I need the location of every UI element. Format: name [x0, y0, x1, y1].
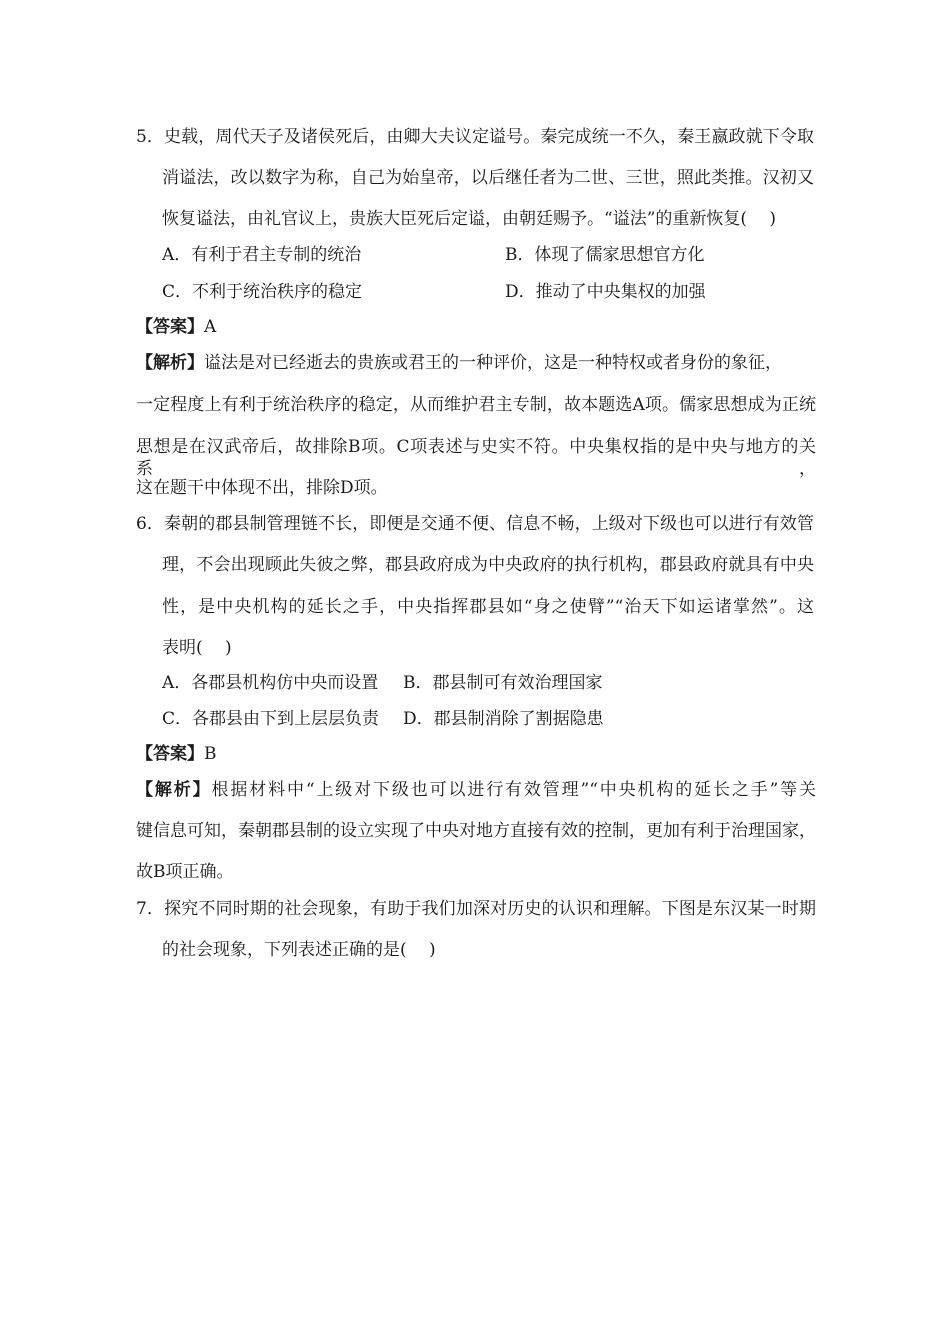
q6-answer-label: 【答案】 — [136, 744, 204, 764]
q5-analysis-line-2: 一定程度上有利于统治秩序的稳定，从而维护君主专制，故本题选A项。儒家思想成为正统 — [136, 395, 816, 415]
q6-analysis-line-2: 键信息可知，秦朝郡县制的设立实现了中央对地方直接有效的控制，更加有利于治理国家， — [136, 821, 816, 841]
q6-answer-value: B — [204, 744, 217, 764]
q5-answer-value: A — [204, 317, 217, 337]
q6-option-a: A．各郡县机构仿中央而设置 — [162, 673, 379, 693]
q5-answer — [136, 316, 216, 338]
q6-option-c: C．各郡县由下到上层层负责 — [162, 709, 380, 729]
q6-stem-line-2: 理，不会出现顾此失彼之弊，郡县政府成为中央政府的执行机构，郡县政府就具有中央 — [162, 555, 814, 575]
q5-analysis-line-1 — [136, 352, 782, 374]
q6-option-b: B．郡县制可有效治理国家 — [403, 673, 603, 693]
q5-stem-line-1: 5．史载，周代天子及诸侯死后，由卿大夫议定谥号。秦完成统一不久，秦王嬴政就下令取 — [136, 127, 814, 147]
q6-option-d: D．郡县制消除了割据隐患 — [403, 709, 604, 729]
q5-option-a: A．有利于君主专制的统治 — [162, 245, 362, 265]
q5-option-b: B．体现了儒家思想官方化 — [505, 245, 705, 265]
q6-answer — [136, 743, 217, 765]
q6-analysis-line-3: 故B项正确。 — [136, 862, 234, 882]
q5-analysis-line-4: 这在题干中体现不出，排除D项。 — [136, 478, 388, 498]
q6-analysis-text-1: 根据材料中“上级对下级也可以进行有效管理”“中央机构的延长之手”等关 — [211, 780, 817, 800]
q7-stem-line-2: 的社会现象，下列表述正确的是( ) — [162, 940, 436, 960]
q6-stem-line-3: 性，是中央机构的延长之手，中央指挥郡县如“身之使臂”“治天下如运诸掌然”。这 — [162, 597, 814, 617]
q6-analysis-line-1 — [136, 779, 816, 801]
q5-option-c: C．不利于统治秩序的稳定 — [162, 282, 363, 302]
q7-stem-line-1: 7．探究不同时期的社会现象，有助于我们加深对历史的认识和理解。下图是东汉某一时期 — [136, 899, 816, 919]
q6-stem-line-4: 表明( ) — [162, 638, 232, 658]
q5-stem-line-3: 恢复谥法，由礼官议上，贵族大臣死后定谥，由朝廷赐予。“谥法”的重新恢复( ) — [162, 209, 777, 229]
q6-analysis-label: 【解析】 — [136, 780, 212, 800]
q6-stem-line-1: 6．秦朝的郡县制管理链不长，即便是交通不便、信息不畅，上级对下级也可以进行有效管 — [136, 514, 814, 534]
q5-stem-line-2: 消谥法，改以数字为称，自己为始皇帝，以后继任者为二世、三世，照此类推。汉初又 — [162, 168, 814, 188]
q5-answer-label: 【答案】 — [136, 317, 204, 337]
q5-analysis-label: 【解析】 — [136, 353, 204, 373]
q5-analysis-line-3: 思想是在汉武帝后，故排除B项。C项表述与史实不符。中央集权指的是中央与地方的关系， — [136, 437, 816, 479]
q5-option-d: D．推动了中央集权的加强 — [505, 282, 706, 302]
q5-analysis-text-1: 谥法是对已经逝去的贵族或君王的一种评价，这是一种特权或者身份的象征， — [204, 353, 782, 373]
